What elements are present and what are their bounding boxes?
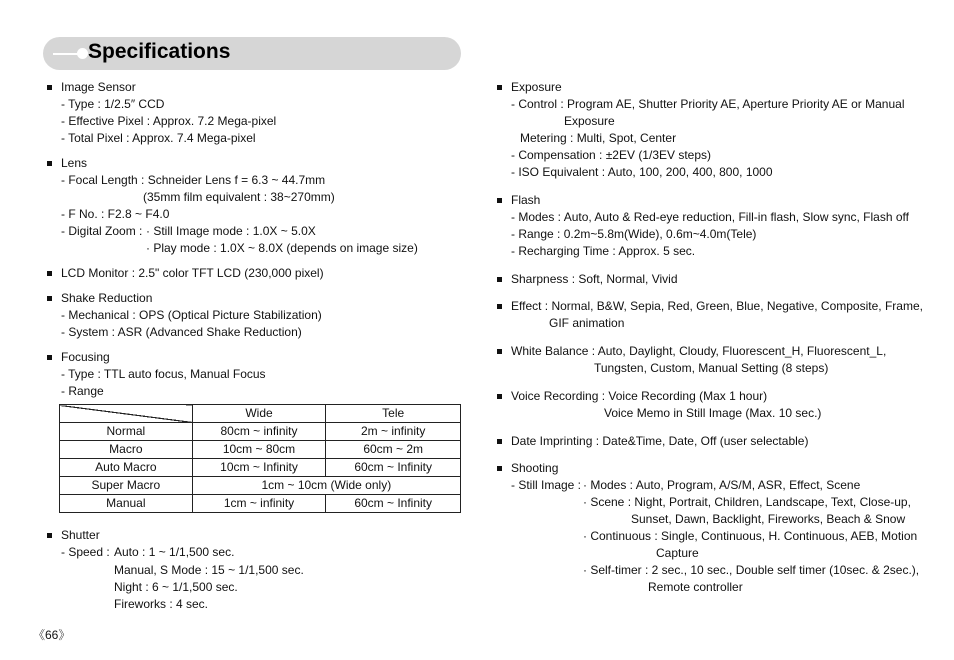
image-sensor-effective: - Effective Pixel : Approx. 7.2 Mega-pixel [61,114,277,128]
bullet-icon [47,296,52,301]
shutter-night: Night : 6 ~ 1/1,500 sec. [114,580,238,594]
exposure-compensation: - Compensation : ±2EV (1/3EV steps) [511,148,712,162]
header-dot-decoration [77,48,88,59]
shooting-scene: · Scene : Night, Portrait, Children, Landscape, Text, Close-up, [583,495,911,509]
bullet-icon [497,304,502,309]
table-cell: 2m ~ infinity [326,423,461,441]
focus-range-table [59,404,461,513]
exposure-title: Exposure [511,80,562,94]
table-cell: 10cm ~ 80cm [192,441,326,459]
bullet-icon [497,277,502,282]
table-header-tele: Tele [326,405,461,423]
bullet-icon [497,466,502,471]
lcd-monitor: LCD Monitor : 2.5" color TFT LCD (230,000 pixel) [61,266,324,280]
table-cell: 60cm ~ Infinity [326,459,461,477]
table-corner-cell [60,405,193,423]
bullet-icon [47,355,52,360]
effect-line1: Effect : Normal, B&W, Sepia, Red, Green, Blue, Negative, Composite, Frame, [511,299,923,313]
flash-recharge: - Recharging Time : Approx. 5 sec. [511,244,696,258]
lens-title: Lens [61,156,88,170]
bullet-icon [497,394,502,399]
lens-focal-equivalent: (35mm film equivalent : 38~270mm) [143,190,335,204]
flash-modes: - Modes : Auto, Auto & Red-eye reduction, Fill-in flash, Slow sync, Flash off [511,210,909,224]
table-cell: 60cm ~ 2m [326,441,461,459]
page-title: Specifications [88,40,231,63]
voice-line1: Voice Recording : Voice Recording (Max 1 hour) [511,389,768,403]
shake-mechanical: - Mechanical : OPS (Optical Picture Stabilization) [61,308,322,322]
table-cell: Normal [60,423,193,441]
table-header-wide: Wide [192,405,326,423]
header-line-decoration [53,53,79,55]
image-sensor-title: Image Sensor [61,80,136,94]
table-cell: Auto Macro [60,459,193,477]
table-header-row [60,405,461,423]
shake-system: - System : ASR (Advanced Shake Reduction) [61,325,302,339]
shooting-selftimer: · Self-timer : 2 sec., 10 sec., Double self timer (10sec. & 2sec.), [583,563,920,577]
table-cell: Macro [60,441,193,459]
table-row [60,477,461,495]
shooting-continuous: · Continuous : Single, Continuous, H. Continuous, AEB, Motion [583,529,918,543]
focusing-title: Focusing [61,350,110,364]
table-row [60,441,461,459]
exposure-metering: Metering : Multi, Spot, Center [520,131,677,145]
shooting-continuous-cont: Capture [656,546,699,560]
table-row [60,423,461,441]
lens-digital-zoom: - Digital Zoom : [61,224,143,238]
bullet-icon [47,85,52,90]
shooting-title: Shooting [511,461,559,475]
exposure-control-cont: Exposure [564,114,615,128]
shooting-scene-cont: Sunset, Dawn, Backlight, Fireworks, Beach & Snow [631,512,906,526]
table-cell: 10cm ~ Infinity [192,459,326,477]
sharpness: Sharpness : Soft, Normal, Vivid [511,272,678,286]
page-header [43,37,461,70]
bullet-icon [497,439,502,444]
shutter-title: Shutter [61,528,100,542]
lens-focal-length: - Focal Length : Schneider Lens f = 6.3 ~ 44.7mm [61,173,326,187]
table-row [60,495,461,513]
shooting-still-label: - Still Image : [511,478,582,492]
table-cell: Manual [60,495,193,513]
lens-zoom-still: · Still Image mode : 1.0X ~ 5.0X [146,224,316,238]
flash-range: - Range : 0.2m~5.8m(Wide), 0.6m~4.0m(Tele) [511,227,757,241]
effect-line2: GIF animation [549,316,625,330]
shutter-fireworks: Fireworks : 4 sec. [114,597,209,611]
flash-title: Flash [511,193,541,207]
shutter-auto: Auto : 1 ~ 1/1,500 sec. [114,545,235,559]
shooting-modes: · Modes : Auto, Program, A/S/M, ASR, Effect, Scene [583,478,861,492]
image-sensor-total: - Total Pixel : Approx. 7.4 Mega-pixel [61,131,256,145]
table-row [60,459,461,477]
bullet-icon [47,161,52,166]
table-cell: 80cm ~ infinity [192,423,326,441]
bullet-icon [47,533,52,538]
page-number: 《66》 [33,628,71,642]
lens-f-number: - F No. : F2.8 ~ F4.0 [61,207,170,221]
date-imprinting: Date Imprinting : Date&Time, Date, Off (user selectable) [511,434,809,448]
table-cell: 1cm ~ infinity [192,495,326,513]
shutter-manual: Manual, S Mode : 15 ~ 1/1,500 sec. [114,563,304,577]
table-cell: 60cm ~ Infinity [326,495,461,513]
exposure-control: - Control : Program AE, Shutter Priority AE, Aperture Priority AE or Manual [511,97,905,111]
focusing-range: - Range [61,384,104,398]
bullet-icon [497,85,502,90]
bullet-icon [497,198,502,203]
exposure-iso: - ISO Equivalent : Auto, 100, 200, 400, 800, 1000 [511,165,773,179]
bullet-icon [47,271,52,276]
lens-zoom-play: · Play mode : 1.0X ~ 8.0X (depends on image size) [146,241,418,255]
bullet-icon [497,349,502,354]
white-balance-line2: Tungsten, Custom, Manual Setting (8 steps) [594,361,829,375]
shake-title: Shake Reduction [61,291,153,305]
table-cell: Super Macro [60,477,193,495]
shutter-speed-label: - Speed : [61,545,110,559]
image-sensor-type: - Type : 1/2.5″ CCD [61,97,165,111]
white-balance-line1: White Balance : Auto, Daylight, Cloudy, Fluorescent_H, Fluorescent_L, [511,344,887,358]
shooting-selftimer-cont: Remote controller [648,580,743,594]
voice-line2: Voice Memo in Still Image (Max. 10 sec.) [604,406,822,420]
focusing-type: - Type : TTL auto focus, Manual Focus [61,367,266,381]
table-cell: 1cm ~ 10cm (Wide only) [192,477,460,495]
